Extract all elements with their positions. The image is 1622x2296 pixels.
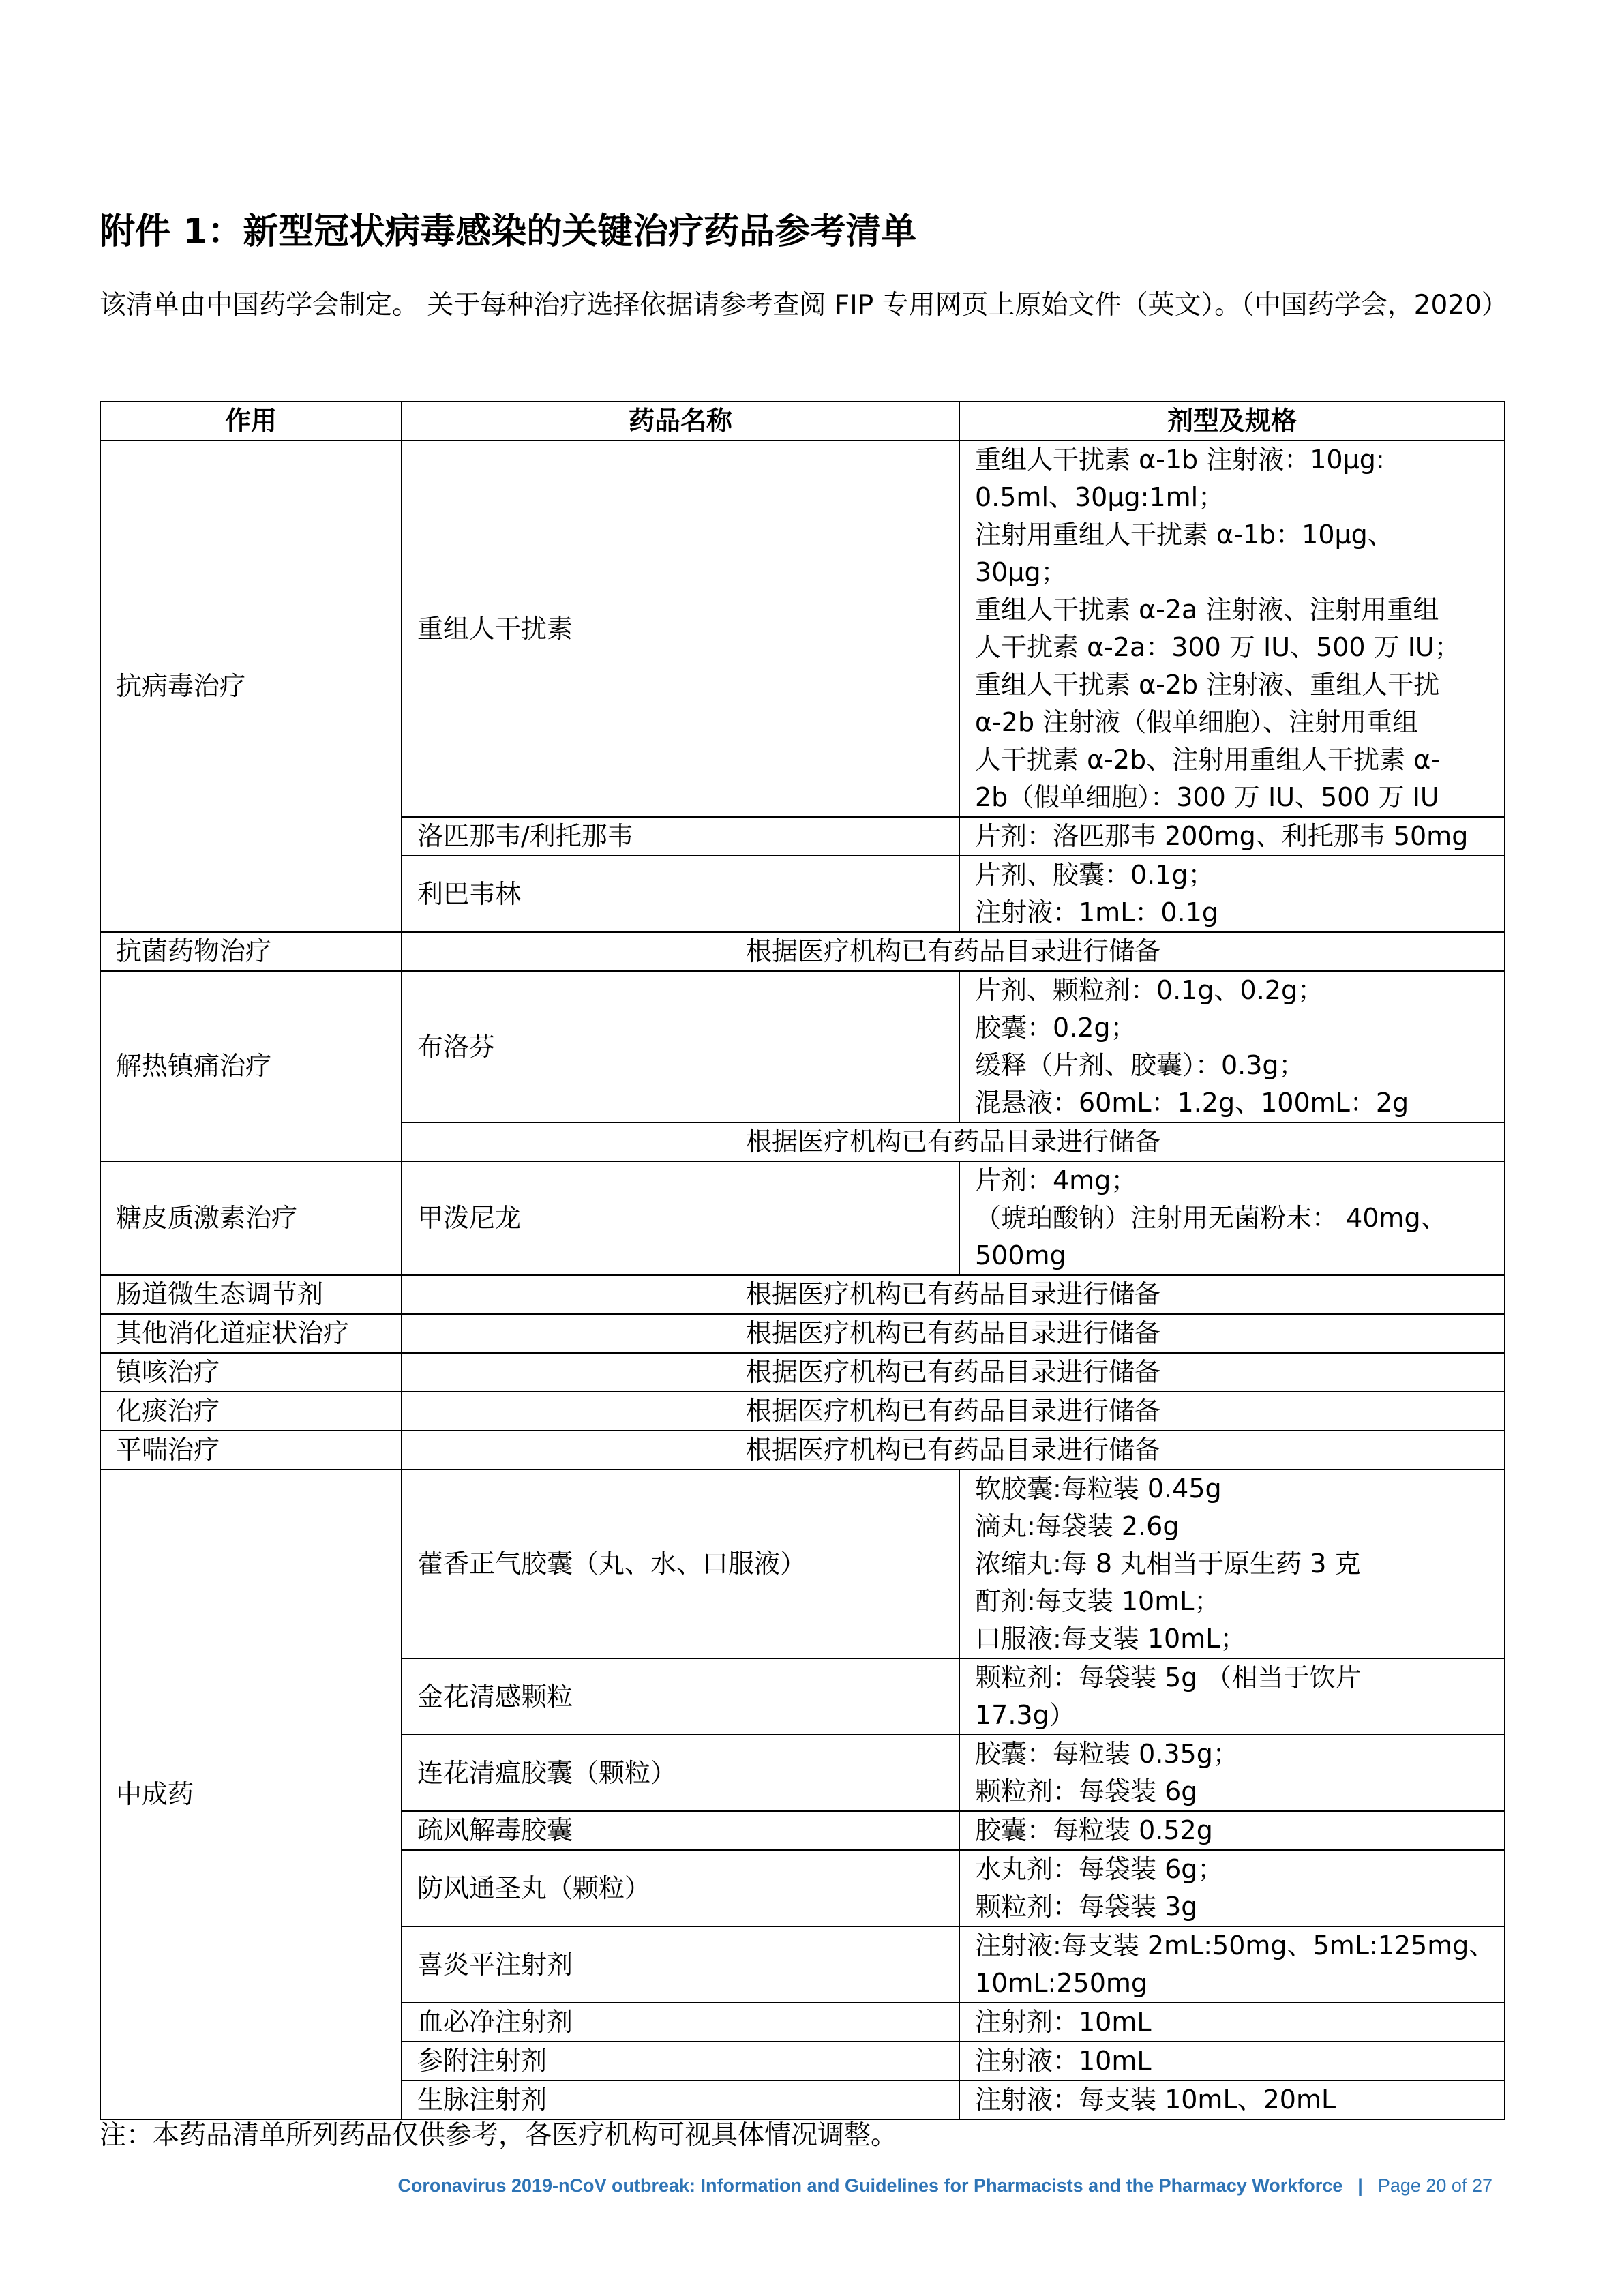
table-header-row: [100, 402, 1505, 441]
spec-line: 胶囊：每粒装 0.52g: [975, 1815, 1213, 1845]
spec-cell: [959, 817, 1505, 856]
spec-line: 混悬液：60mL：1.2g、100mL：2g: [975, 1088, 1409, 1118]
spec-line: 颗粒剂：每袋装 3g: [975, 1892, 1198, 1922]
footer-separator: |: [1357, 2175, 1363, 2196]
spec-line: 胶囊：0.2g；: [975, 1013, 1137, 1043]
drug-name-cell: 洛匹那韦/利托那韦: [402, 817, 959, 856]
spec-line: 0.5ml、30μg:1ml；: [975, 482, 1225, 512]
category-cell: 平喘治疗: [100, 1431, 402, 1470]
spec-cell: [959, 1811, 1505, 1850]
header-dosage-spec: 剂型及规格: [959, 402, 1505, 441]
spec-line: 重组人干扰素 α-2a 注射液、注射用重组: [975, 595, 1439, 625]
reserve-note-cell: 根据医疗机构已有药品目录进行储备: [402, 1431, 1505, 1470]
drug-name-cell: 连花清瘟胶囊（颗粒）: [402, 1735, 959, 1811]
reserve-note-cell: 根据医疗机构已有药品目录进行储备: [402, 1392, 1505, 1431]
table-row: [100, 441, 1505, 817]
spec-cell: [959, 2081, 1505, 2119]
intro-paragraph: 该清单由中国药学会制定。 关于每种治疗选择依据请参考查阅 FIP 专用网页上原始文件（英文）。（中国药学会，2020）: [100, 290, 1508, 320]
drug-name-cell: 藿香正气胶囊（丸、水、口服液）: [402, 1470, 959, 1658]
spec-line: 片剂、颗粒剂：0.1g、0.2g；: [975, 975, 1324, 1005]
table-row: [100, 1161, 1505, 1275]
spec-line: 注射液:每支装 2mL:50mg、5mL:125mg、: [975, 1930, 1495, 1960]
table-row: [100, 1353, 1505, 1392]
spec-line: 注射用重组人干扰素 α-1b：10μg、: [975, 520, 1394, 550]
drug-name-cell: 血必净注射剂: [402, 2003, 959, 2042]
drug-name-cell: 甲泼尼龙: [402, 1161, 959, 1275]
header-purpose: 作用: [100, 402, 402, 441]
table-row: [100, 1431, 1505, 1470]
spec-cell: [959, 856, 1505, 932]
reserve-note-cell: 根据医疗机构已有药品目录进行储备: [402, 932, 1505, 971]
spec-cell: [959, 1470, 1505, 1658]
page-footer: [397, 2172, 1492, 2199]
drug-name-cell: 防风通圣丸（颗粒）: [402, 1850, 959, 1926]
drug-name-cell: 参附注射剂: [402, 2042, 959, 2081]
spec-line: 30μg；: [975, 557, 1067, 587]
table-row: [100, 1470, 1505, 1658]
category-cell: 其他消化道症状治疗: [100, 1314, 402, 1353]
spec-cell: [959, 441, 1505, 817]
spec-line: 注射液：每支装 10mL、20mL: [975, 2085, 1336, 2115]
reserve-note-cell: 根据医疗机构已有药品目录进行储备: [402, 1353, 1505, 1392]
drug-name-cell: 金花清感颗粒: [402, 1658, 959, 1735]
spec-line: 片剂、胶囊：0.1g；: [975, 860, 1214, 890]
spec-cell: [959, 2003, 1505, 2042]
spec-cell: [959, 971, 1505, 1122]
drug-name-cell: 疏风解毒胶囊: [402, 1811, 959, 1850]
spec-line: 重组人干扰素 α-1b 注射液：10μg:: [975, 445, 1385, 475]
spec-line: α-2b 注射液（假单细胞）、注射用重组: [975, 707, 1419, 737]
category-cell: 抗菌药物治疗: [100, 932, 402, 971]
spec-line: 2b（假单细胞）：300 万 IU、500 万 IU: [975, 782, 1439, 812]
spec-line: 片剂：4mg；: [975, 1165, 1137, 1195]
spec-line: 软胶囊:每粒装 0.45g: [975, 1474, 1222, 1504]
drug-name-cell: 利巴韦林: [402, 856, 959, 932]
spec-cell: [959, 1926, 1505, 2003]
spec-line: 人干扰素 α-2b、注射用重组人干扰素 α-: [975, 745, 1440, 775]
drug-name-cell: 重组人干扰素: [402, 441, 959, 817]
spec-line: 滴丸:每袋装 2.6g: [975, 1511, 1180, 1541]
table-row: [100, 971, 1505, 1122]
category-cell: 中成药: [100, 1470, 402, 2119]
spec-line: 500mg: [975, 1240, 1066, 1270]
table-row: [100, 1275, 1505, 1314]
spec-line: 口服液:每支装 10mL；: [975, 1624, 1246, 1654]
spec-line: 注射剂：10mL: [975, 2007, 1152, 2037]
table-row: [100, 1314, 1505, 1353]
header-drug-name: 药品名称: [402, 402, 959, 441]
spec-line: 片剂：洛匹那韦 200mg、利托那韦 50mg: [975, 821, 1469, 851]
spec-line: 注射液：10mL: [975, 2046, 1152, 2076]
category-cell: 肠道微生态调节剂: [100, 1275, 402, 1314]
spec-line: 重组人干扰素 α-2b 注射液、重组人干扰: [975, 670, 1440, 700]
spec-cell: [959, 1850, 1505, 1926]
spec-line: 10mL:250mg: [975, 1968, 1148, 1998]
drug-list-table: [100, 401, 1505, 2120]
footnote: 注：本药品清单所列药品仅供参考，各医疗机构可视具体情况调整。: [100, 2120, 898, 2151]
spec-line: 胶囊：每粒装 0.35g；: [975, 1739, 1239, 1769]
spec-cell: [959, 1658, 1505, 1735]
spec-cell: [959, 1161, 1505, 1275]
drug-name-cell: 布洛芬: [402, 971, 959, 1122]
reserve-note-cell: 根据医疗机构已有药品目录进行储备: [402, 1275, 1505, 1314]
reserve-note-cell: 根据医疗机构已有药品目录进行储备: [402, 1314, 1505, 1353]
table-row: [100, 1392, 1505, 1431]
spec-line: 17.3g）: [975, 1700, 1075, 1730]
table-row: [100, 932, 1505, 971]
spec-line: 水丸剂：每袋装 6g；: [975, 1854, 1224, 1884]
spec-line: 颗粒剂：每袋装 5g （相当于饮片: [975, 1663, 1362, 1693]
spec-line: 缓释（片剂、胶囊）：0.3g；: [975, 1050, 1305, 1080]
category-cell: 糖皮质激素治疗: [100, 1161, 402, 1275]
spec-cell: [959, 1735, 1505, 1811]
spec-line: 人干扰素 α-2a：300 万 IU、500 万 IU；: [975, 632, 1460, 662]
drug-name-cell: 喜炎平注射剂: [402, 1926, 959, 2003]
spec-line: 酊剂:每支装 10mL；: [975, 1586, 1220, 1616]
page-title: 附件 1：新型冠状病毒感染的关键治疗药品参考清单: [100, 211, 917, 252]
category-cell: 解热镇痛治疗: [100, 971, 402, 1161]
drug-name-cell: 生脉注射剂: [402, 2081, 959, 2119]
reserve-note-cell: 根据医疗机构已有药品目录进行储备: [402, 1122, 1505, 1161]
spec-cell: [959, 2042, 1505, 2081]
category-cell: 抗病毒治疗: [100, 441, 402, 932]
footer-page-number: Page 20 of 27: [1377, 2175, 1492, 2196]
footer-document-title: Coronavirus 2019-nCoV outbreak: Information and Guidelines for Pharmacists and the Pharmacy Workforce: [397, 2175, 1343, 2196]
spec-line: 浓缩丸:每 8 丸相当于原生药 3 克: [975, 1549, 1361, 1579]
spec-line: （琥珀酸钠）注射用无菌粉末： 40mg、: [975, 1203, 1447, 1233]
spec-line: 颗粒剂：每袋装 6g: [975, 1776, 1198, 1806]
spec-line: 注射液：1mL：0.1g: [975, 897, 1218, 927]
category-cell: 镇咳治疗: [100, 1353, 402, 1392]
category-cell: 化痰治疗: [100, 1392, 402, 1431]
